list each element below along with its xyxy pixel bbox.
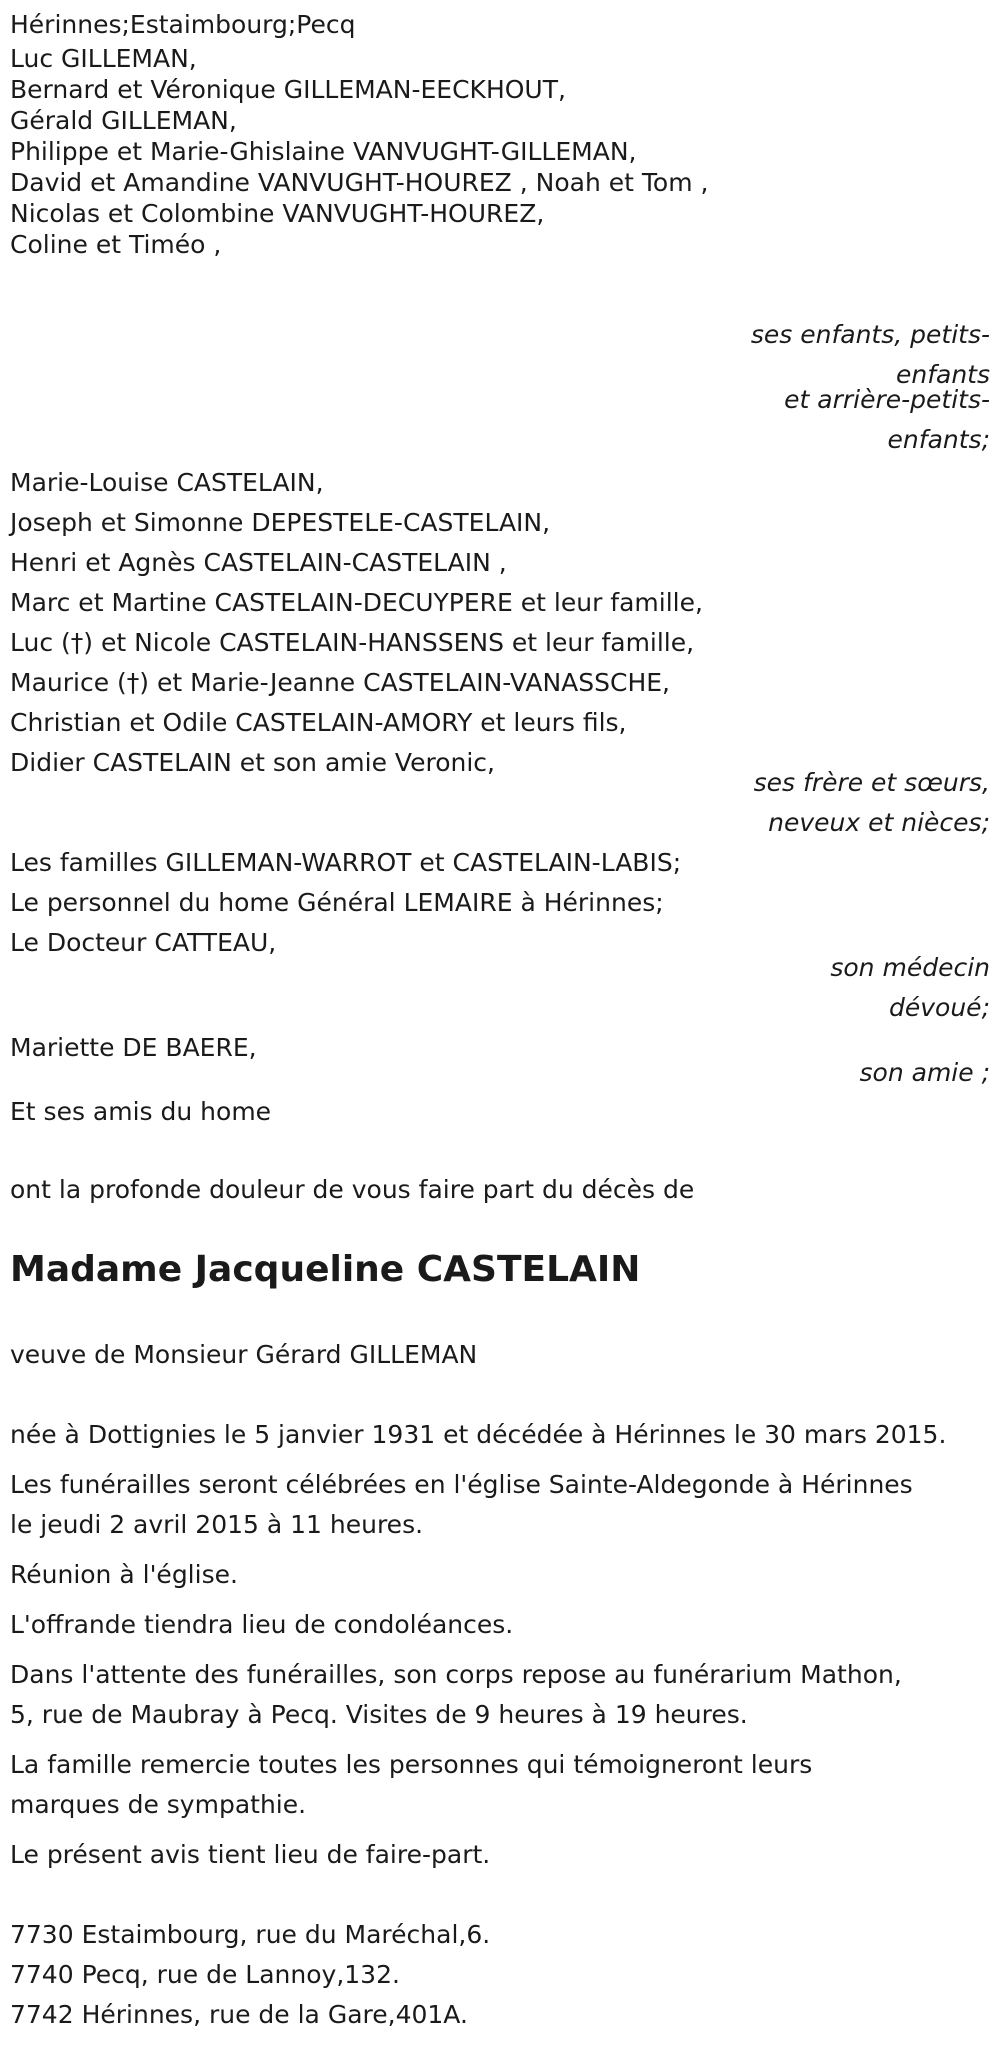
address-line: 7742 Hérinnes, rue de la Gare,401A. <box>10 2000 468 2029</box>
family-line: Nicolas et Colombine VANVUGHT-HOUREZ, <box>10 199 545 228</box>
family-line: Maurice (†) et Marie-Jeanne CASTELAIN-VANASSCHE, <box>10 668 670 697</box>
relation-label: enfants; <box>887 425 990 454</box>
family-line: Les familles GILLEMAN-WARROT et CASTELAIN-LABIS; <box>10 848 682 877</box>
siblings-group <box>10 463 703 783</box>
relation-label: son amie ; <box>859 1058 990 1087</box>
notice-line: Le présent avis tient lieu de faire-part. <box>10 1840 491 1869</box>
family-line: Le personnel du home Général LEMAIRE à Hérinnes; <box>10 888 664 917</box>
address-line: 7740 Pecq, rue de Lannoy,132. <box>10 1960 400 1989</box>
friend-name: Mariette DE BAERE, <box>10 1033 257 1062</box>
family-line: Le Docteur CATTEAU, <box>10 928 277 957</box>
family-line: Bernard et Véronique GILLEMAN-EECKHOUT, <box>10 75 566 104</box>
family-line: Coline et Timéo , <box>10 230 222 259</box>
family-line: Marie-Louise CASTELAIN, <box>10 468 324 497</box>
family-line: David et Amandine VANVUGHT-HOUREZ , Noah et Tom , <box>10 168 709 197</box>
family-line: Marc et Martine CASTELAIN-DECUYPERE et leur famille, <box>10 588 703 617</box>
family-line: Henri et Agnès CASTELAIN-CASTELAIN , <box>10 548 507 577</box>
family-line: Luc (†) et Nicole CASTELAIN-HANSSENS et leur famille, <box>10 628 695 657</box>
meeting-line: Réunion à l'église. <box>10 1560 238 1589</box>
thanks-line: La famille remercie toutes les personnes qui témoigneront leurs <box>10 1750 813 1779</box>
deceased-name: Madame Jacqueline CASTELAIN <box>10 1249 641 1290</box>
relation-label: son médecin <box>830 953 990 982</box>
relation-label: enfants <box>895 360 990 389</box>
address-line: 7730 Estaimbourg, rue du Maréchal,6. <box>10 1920 491 1949</box>
family-line: Luc GILLEMAN, <box>10 44 197 73</box>
family-line: Philippe et Marie-Ghislaine VANVUGHT-GILLEMAN, <box>10 137 637 166</box>
funeral-line: Les funérailles seront célébrées en l'église Sainte-Aldegonde à Hérinnes <box>10 1470 913 1499</box>
relation-label: ses frère et sœurs, <box>753 768 990 797</box>
announcement-intro: ont la profonde douleur de vous faire part du décès de <box>10 1175 695 1204</box>
relation-label: ses enfants, petits- <box>750 320 990 349</box>
relation-label: dévoué; <box>889 993 990 1022</box>
family-line: Joseph et Simonne DEPESTELE-CASTELAIN, <box>10 508 551 537</box>
funeral-line: le jeudi 2 avril 2015 à 11 heures. <box>10 1510 424 1539</box>
thanks-line: marques de sympathie. <box>10 1790 307 1819</box>
wake-line: 5, rue de Maubray à Pecq. Visites de 9 heures à 19 heures. <box>10 1700 748 1729</box>
family-line: Didier CASTELAIN et son amie Veronic, <box>10 748 495 777</box>
relation-label: et arrière-petits- <box>784 385 990 414</box>
locations-header: Hérinnes;Estaimbourg;Pecq <box>10 10 356 39</box>
children-group <box>10 43 708 260</box>
family-line: Christian et Odile CASTELAIN-AMORY et leurs fils, <box>10 708 627 737</box>
relation-label: neveux et nièces; <box>768 808 990 837</box>
others-group <box>10 843 681 963</box>
widow-of-line: veuve de Monsieur Gérard GILLEMAN <box>10 1340 478 1369</box>
offering-line: L'offrande tiendra lieu de condoléances. <box>10 1610 514 1639</box>
wake-line: Dans l'attente des funérailles, son corps repose au funérarium Mathon, <box>10 1660 902 1689</box>
birth-death-line: née à Dottignies le 5 janvier 1931 et décédée à Hérinnes le 30 mars 2015. <box>10 1420 947 1449</box>
addresses-block <box>10 1915 490 2035</box>
home-friends-line: Et ses amis du home <box>10 1097 272 1126</box>
family-line: Gérald GILLEMAN, <box>10 106 237 135</box>
